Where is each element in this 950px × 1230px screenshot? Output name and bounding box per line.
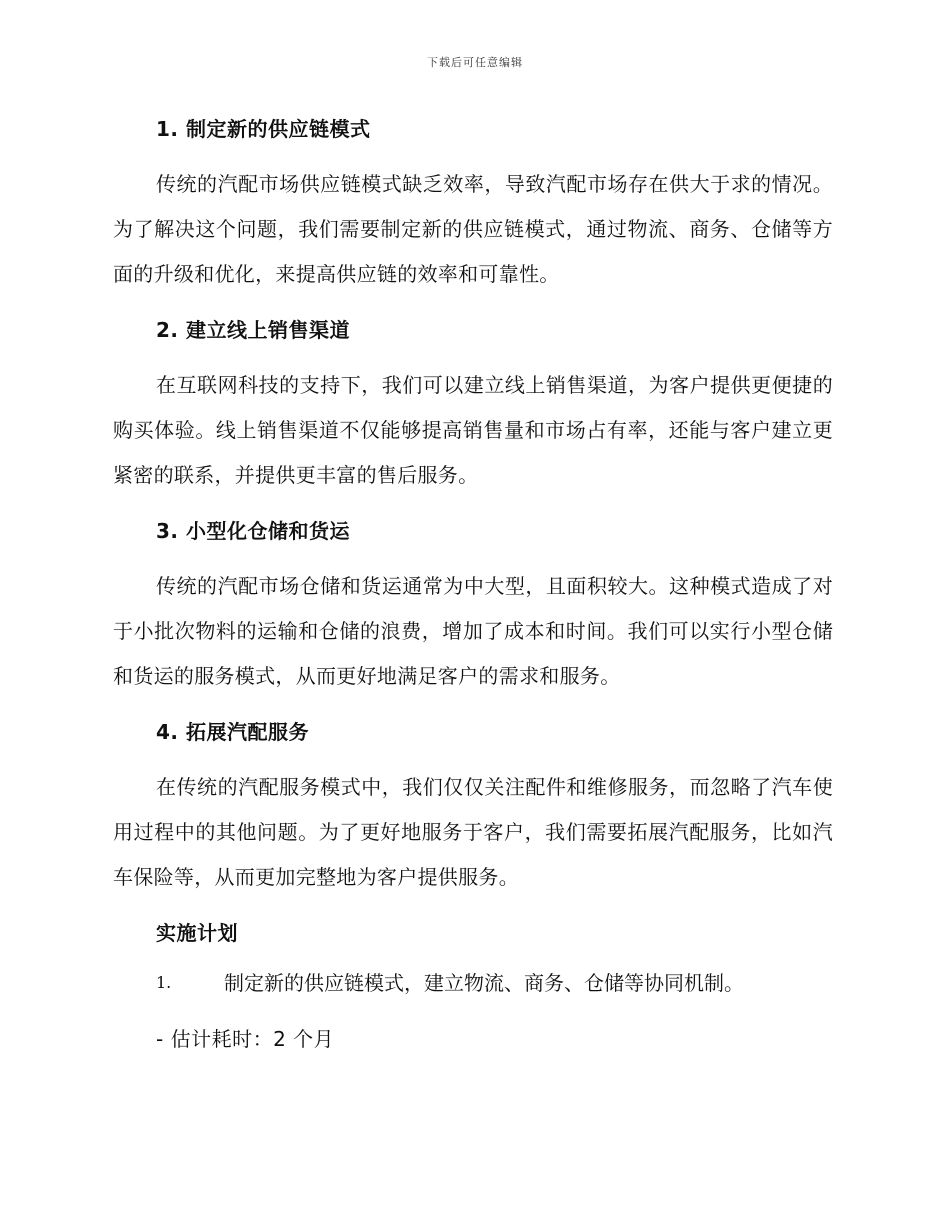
section-heading: 1. 制定新的供应链模式	[156, 117, 371, 141]
section-paragraph: 在互联网科技的支持下，我们可以建立线上销售渠道，为客户提供更便捷的购买体验。线上销售渠道不仅能够提高销售量和市场占有率，还能与客户建立更紧密的联系，并提供更丰富的售后服务。	[113, 373, 833, 487]
plan-list-item	[113, 966, 833, 1000]
section-4	[113, 715, 833, 900]
list-number: 1.	[156, 973, 172, 992]
section-heading: 3. 小型化仓储和货运	[156, 519, 350, 543]
document-body	[113, 112, 833, 1056]
plan-heading: 实施计划	[156, 921, 238, 945]
section-2	[113, 313, 833, 498]
list-item-text: 制定新的供应链模式，建立物流、商务、仓储等协同机制。	[224, 971, 744, 995]
section-paragraph: 在传统的汽配服务模式中，我们仅仅关注配件和维修服务，而忽略了汽车使用过程中的其他问题。为了更好地服务于客户，我们需要拓展汽配服务，比如汽车保险等，从而更加完整地为客户提供服务。	[113, 775, 833, 889]
section-paragraph: 传统的汽配市场仓储和货运通常为中大型，且面积较大。这种模式造成了对于小批次物料的运输和仓储的浪费，增加了成本和时间。我们可以实行小型仓储和货运的服务模式，从而更好地满足客户的需求和服务。	[113, 574, 833, 688]
section-1	[113, 112, 833, 297]
section-paragraph: 传统的汽配市场供应链模式缺乏效率，导致汽配市场存在供大于求的情况。为了解决这个问题，我们需要制定新的供应链模式，通过物流、商务、仓储等方面的升级和优化，来提高供应链的效率和可靠性。	[113, 172, 833, 286]
section-3	[113, 514, 833, 699]
section-heading: 2. 建立线上销售渠道	[156, 318, 350, 342]
header-note: 下载后可任意编辑	[427, 56, 523, 69]
plan-item-detail: - 估计耗时：2 个月	[156, 1027, 335, 1051]
plan-section	[113, 916, 833, 1056]
section-heading: 4. 拓展汽配服务	[156, 720, 309, 744]
